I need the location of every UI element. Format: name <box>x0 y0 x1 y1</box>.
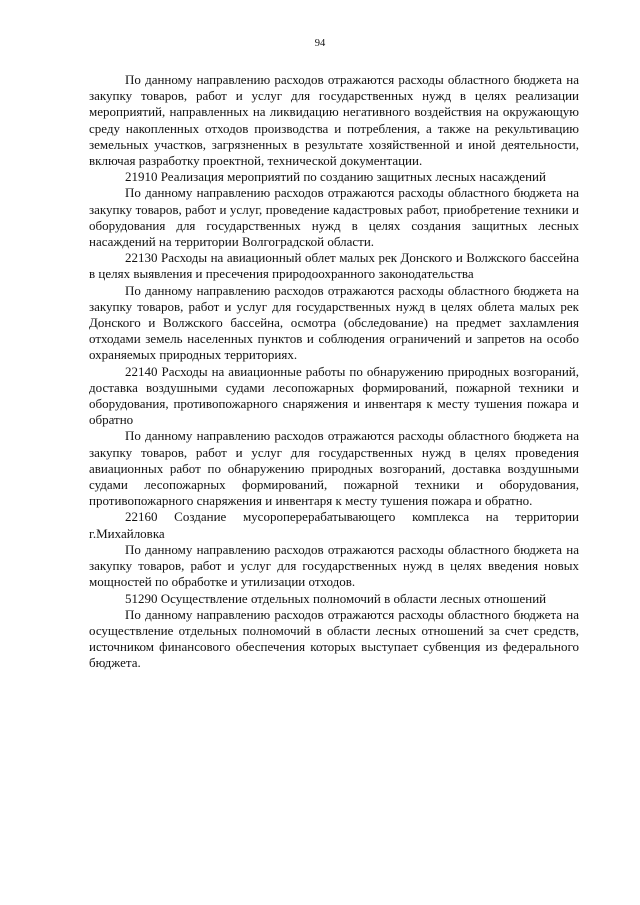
paragraph-expense-description: По данному направлению расходов отражаются расходы областного бюджета на закупку товаров, работ и услуг, проведение кадастровых работ, приобретение техники и оборудования для государственных нужд в целях создания защитных лесных насаждений на территории Волгоградской области. <box>89 185 579 250</box>
heading-22130: 22130 Расходы на авиационный облет малых рек Донского и Волжского бассейна в целях выявления и пресечения природоохранного законодательства <box>89 250 579 282</box>
paragraph-expense-description: По данному направлению расходов отражаются расходы областного бюджета на закупку товаров, работ и услуг для государственных нужд в целях облета малых рек Донского и Волжского бассейна, осмотра (обследование) на предмет захламления отходами земель населенных пунктов и соблюдения ограничений и запретов на особо охраняемых природных территориях. <box>89 282 579 363</box>
paragraph-expense-description: По данному направлению расходов отражаются расходы областного бюджета на осуществление отдельных полномочий в области лесных отношений за счет средств, источником финансового обеспечения которых выступает субвенция из федерального бюджета. <box>89 606 579 671</box>
page-number: 94 <box>314 38 326 49</box>
document-body <box>89 72 579 672</box>
paragraph-expense-description: По данному направлению расходов отражаются расходы областного бюджета на закупку товаров, работ и услуг для государственных нужд в целях реализации мероприятий, направленных на ликвидацию негативного воздействия на окружающую среду накопленных отходов производства и потребления, а также на рекультивацию земельных участков, загрязненных в результате хозяйственной и иной деятельности, включая разработку проектной, технической документации. <box>89 72 579 169</box>
heading-22160: 22160 Создание мусороперерабатывающего комплекса на территории г.Михайловка <box>89 509 579 541</box>
paragraph-expense-description: По данному направлению расходов отражаются расходы областного бюджета на закупку товаров, работ и услуг для государственных нужд в целях введения новых мощностей по обработке и утилизации отходов. <box>89 541 579 590</box>
heading-51290: 51290 Осуществление отдельных полномочий в области лесных отношений <box>125 590 547 606</box>
paragraph-expense-description: По данному направлению расходов отражаются расходы областного бюджета на закупку товаров, работ и услуг для государственных нужд в целях проведения авиационных работ по обнаружению природных возгораний, доставка воздушными судами лесопожарных формирований, пожарной техники и оборудования, противопожарного снаряжения и инвентаря к месту тушения пожара и обратно. <box>89 428 579 509</box>
heading-22140: 22140 Расходы на авиационные работы по обнаружению природных возгораний, доставка воздушными судами лесопожарных формирований, пожарной техники и оборудования, противопожарного снаряжения и инвентаря к месту тушения пожара и обратно <box>89 363 579 428</box>
heading-21910: 21910 Реализация мероприятий по созданию защитных лесных насаждений <box>125 169 546 185</box>
